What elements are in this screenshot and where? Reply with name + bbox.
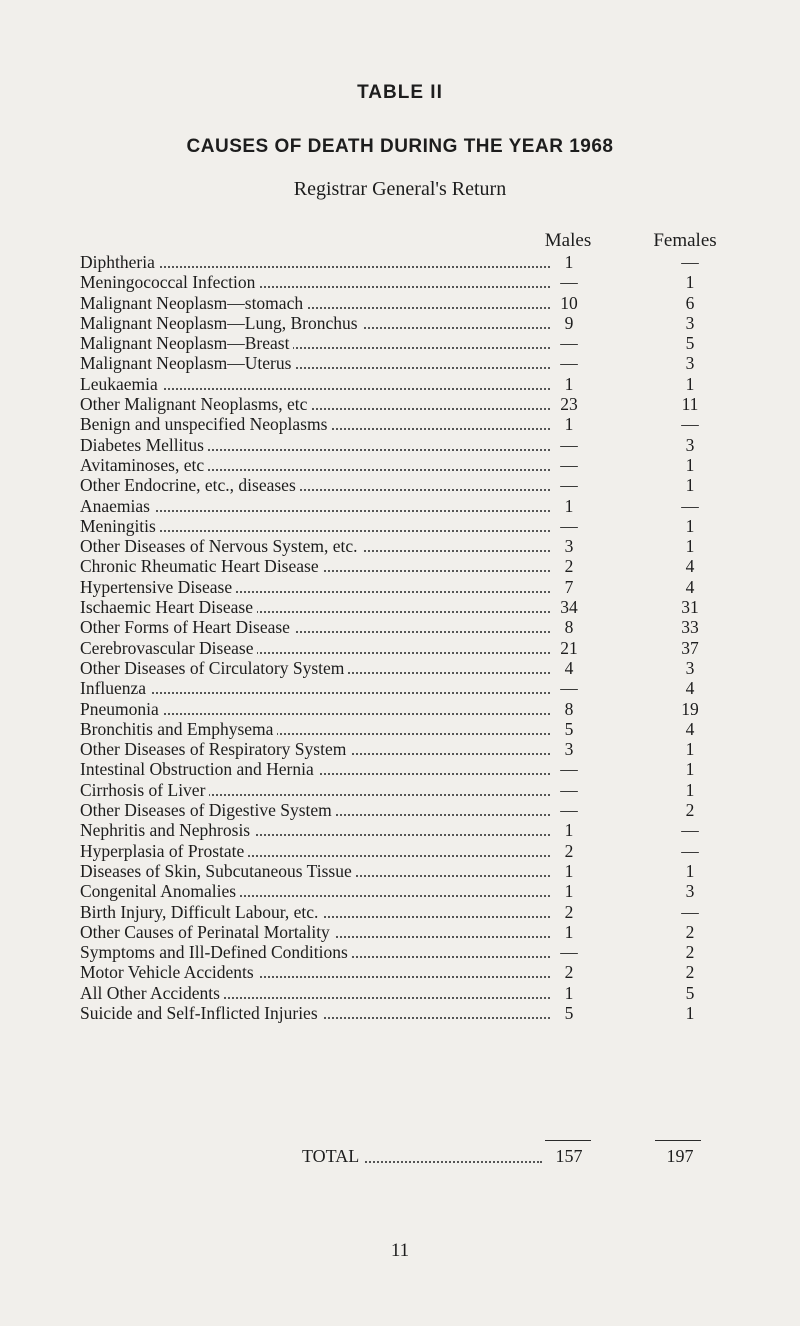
cause-cell — [80, 536, 550, 556]
males-count: — — [560, 454, 578, 475]
cause-cell — [80, 394, 550, 414]
table-row — [80, 902, 760, 922]
table-row — [80, 678, 760, 698]
cause-label: Malignant Neoplasm—Uterus — [80, 353, 295, 373]
cause-label: Chronic Rheumatic Heart Disease — [80, 556, 323, 576]
cause-cell — [80, 902, 550, 922]
females-count: 1 — [685, 373, 695, 394]
table-row — [80, 841, 760, 861]
cause-label: Ischaemic Heart Disease — [80, 597, 257, 617]
males-count: 23 — [560, 394, 578, 415]
cause-label: Other Diseases of Nervous System, etc. — [80, 536, 362, 556]
males-count: 1 — [564, 881, 574, 902]
causes-table — [80, 252, 760, 1023]
cause-cell — [80, 353, 550, 373]
females-total-rule — [655, 1140, 701, 1141]
females-count: — — [681, 495, 699, 516]
table-row — [80, 577, 760, 597]
cause-cell — [80, 942, 550, 962]
cause-cell — [80, 739, 550, 759]
table-row — [80, 516, 760, 536]
cause-cell — [80, 699, 550, 719]
cause-cell — [80, 455, 550, 475]
females-count: 4 — [685, 718, 695, 739]
total-females: 197 — [666, 1146, 694, 1166]
table-row — [80, 699, 760, 719]
cause-cell — [80, 374, 550, 394]
table-row — [80, 394, 760, 414]
females-count: 1 — [685, 779, 695, 800]
females-count: 3 — [685, 434, 695, 455]
table-row — [80, 272, 760, 292]
males-count: — — [560, 800, 578, 821]
cause-label: Other Endocrine, etc., diseases — [80, 475, 300, 495]
table-row — [80, 597, 760, 617]
cause-cell — [80, 922, 550, 942]
males-count: — — [560, 272, 578, 293]
table-row — [80, 983, 760, 1003]
females-count: 1 — [685, 536, 695, 557]
males-count: — — [560, 779, 578, 800]
cause-label: Diphtheria — [80, 252, 159, 272]
cause-cell — [80, 414, 550, 434]
males-count: — — [560, 333, 578, 354]
males-count: 1 — [564, 860, 574, 881]
males-count: 34 — [560, 597, 578, 618]
table-row — [80, 780, 760, 800]
table-row — [80, 353, 760, 373]
cause-label: Meningitis — [80, 516, 160, 536]
females-count: 11 — [681, 394, 699, 415]
females-column-header: Females — [653, 230, 717, 251]
cause-cell — [80, 820, 550, 840]
males-count: — — [560, 353, 578, 374]
males-count: 1 — [564, 820, 574, 841]
males-count: 4 — [564, 657, 574, 678]
males-count: 21 — [560, 637, 578, 658]
males-count: — — [560, 759, 578, 780]
cause-label: Influenza — [80, 678, 150, 698]
cause-cell — [80, 496, 550, 516]
cause-cell — [80, 516, 550, 536]
males-count: 5 — [564, 718, 574, 739]
females-count: 1 — [685, 1002, 695, 1023]
males-count: 1 — [564, 252, 574, 272]
table-row — [80, 861, 760, 881]
leader-dots — [80, 692, 550, 694]
cause-label: Meningococcal Infection — [80, 272, 259, 292]
females-count: — — [681, 840, 699, 861]
table-row — [80, 475, 760, 495]
males-count: 8 — [564, 617, 574, 638]
table-row — [80, 455, 760, 475]
females-count: 2 — [685, 962, 695, 983]
cause-cell — [80, 800, 550, 820]
males-count: 2 — [564, 840, 574, 861]
males-count: 5 — [564, 1002, 574, 1023]
females-count: 1 — [685, 860, 695, 881]
cause-label: Nephritis and Nephrosis — [80, 820, 254, 840]
cause-cell — [80, 556, 550, 576]
females-count: 1 — [685, 515, 695, 536]
cause-label: Malignant Neoplasm—Breast — [80, 333, 293, 353]
males-count: 1 — [564, 373, 574, 394]
table-row — [80, 333, 760, 353]
females-count: 1 — [685, 454, 695, 475]
females-count: 6 — [685, 292, 695, 313]
cause-label: Bronchitis and Emphysema — [80, 719, 277, 739]
females-count: 5 — [685, 333, 695, 354]
males-count: — — [560, 678, 578, 699]
cause-label: Avitaminoses, etc — [80, 455, 208, 475]
table-row — [80, 374, 760, 394]
females-count: — — [681, 820, 699, 841]
cause-label: Hypertensive Disease — [80, 577, 236, 597]
cause-cell — [80, 293, 550, 313]
cause-label: Birth Injury, Difficult Labour, etc. — [80, 902, 322, 922]
cause-cell — [80, 313, 550, 333]
table-row — [80, 800, 760, 820]
table-row — [80, 739, 760, 759]
table-row — [80, 556, 760, 576]
females-count: 2 — [685, 942, 695, 963]
table-row — [80, 759, 760, 779]
males-column-header: Males — [544, 230, 592, 251]
cause-label: Leukaemia — [80, 374, 162, 394]
females-count: 2 — [685, 800, 695, 821]
females-count: 4 — [685, 576, 695, 597]
males-count: 2 — [564, 962, 574, 983]
males-count: 1 — [564, 495, 574, 516]
females-count: 4 — [685, 556, 695, 577]
females-count: 1 — [685, 272, 695, 293]
table-row — [80, 922, 760, 942]
cause-label: Cirrhosis of Liver — [80, 780, 209, 800]
cause-label: Malignant Neoplasm—stomach — [80, 293, 307, 313]
table-row — [80, 536, 760, 556]
cause-label: Symptoms and Ill-Defined Conditions — [80, 942, 352, 962]
males-count: 2 — [564, 901, 574, 922]
cause-cell — [80, 1003, 550, 1023]
females-count: 3 — [685, 881, 695, 902]
cause-cell — [80, 617, 550, 637]
cause-cell — [80, 252, 550, 272]
table-row — [80, 881, 760, 901]
females-count: 3 — [685, 312, 695, 333]
females-count: 5 — [685, 982, 695, 1003]
males-count: 3 — [564, 536, 574, 557]
table-row — [80, 293, 760, 313]
table-row — [80, 435, 760, 455]
total-males: 157 — [555, 1146, 583, 1166]
total-row-label — [302, 1146, 542, 1167]
cause-label: Other Diseases of Digestive System — [80, 800, 336, 820]
cause-cell — [80, 577, 550, 597]
cause-label: Other Forms of Heart Disease — [80, 617, 294, 637]
males-count: 1 — [564, 982, 574, 1003]
cause-cell — [80, 780, 550, 800]
cause-label: Other Diseases of Respiratory System — [80, 739, 350, 759]
table-row — [80, 414, 760, 434]
males-count: — — [560, 515, 578, 536]
cause-label: Cerebrovascular Disease — [80, 638, 257, 658]
table-row — [80, 962, 760, 982]
cause-label: All Other Accidents — [80, 983, 224, 1003]
males-count: — — [560, 942, 578, 963]
page-subtitle: Registrar General's Return — [293, 178, 507, 200]
males-count: — — [560, 475, 578, 496]
cause-label: Other Causes of Perinatal Mortality — [80, 922, 334, 942]
cause-cell — [80, 983, 550, 1003]
males-count: 3 — [564, 739, 574, 760]
females-count: 31 — [681, 597, 699, 618]
females-count: 33 — [681, 617, 699, 638]
table-label: TABLE II — [357, 82, 443, 103]
cause-label: Anaemias — [80, 496, 154, 516]
table-row — [80, 617, 760, 637]
cause-cell — [80, 638, 550, 658]
table-row — [80, 313, 760, 333]
males-count: 1 — [564, 921, 574, 942]
cause-cell — [80, 719, 550, 739]
cause-cell — [80, 759, 550, 779]
cause-cell — [80, 841, 550, 861]
table-row — [80, 252, 760, 272]
cause-label: Intestinal Obstruction and Hernia — [80, 759, 318, 779]
cause-label: Other Diseases of Circulatory System — [80, 658, 348, 678]
females-count: — — [681, 414, 699, 435]
females-count: 1 — [685, 739, 695, 760]
cause-label: Malignant Neoplasm—Lung, Bronchus — [80, 313, 362, 333]
males-total-rule — [545, 1140, 591, 1141]
females-count: — — [681, 901, 699, 922]
table-row — [80, 820, 760, 840]
males-count: 1 — [564, 414, 574, 435]
table-row — [80, 658, 760, 678]
cause-label: Other Malignant Neoplasms, etc — [80, 394, 311, 414]
table-row — [80, 1003, 760, 1023]
females-count: 3 — [685, 657, 695, 678]
females-count: 1 — [685, 475, 695, 496]
cause-cell — [80, 881, 550, 901]
cause-cell — [80, 861, 550, 881]
cause-cell — [80, 597, 550, 617]
males-count: 10 — [560, 292, 578, 313]
total-label-text: TOTAL — [302, 1146, 363, 1166]
cause-label: Pneumonia — [80, 699, 163, 719]
females-count: 2 — [685, 921, 695, 942]
males-count: 8 — [564, 698, 574, 719]
females-count: 1 — [685, 759, 695, 780]
males-count: 2 — [564, 556, 574, 577]
females-count: 3 — [685, 353, 695, 374]
females-count: 37 — [681, 637, 699, 658]
cause-cell — [80, 333, 550, 353]
males-count: 7 — [564, 576, 574, 597]
cause-cell — [80, 475, 550, 495]
table-row — [80, 719, 760, 739]
females-count: — — [681, 252, 699, 272]
page-title: CAUSES OF DEATH DURING THE YEAR 1968 — [186, 136, 614, 157]
table-row — [80, 496, 760, 516]
cause-label: Benign and unspecified Neoplasms — [80, 414, 331, 434]
females-count: 19 — [681, 698, 699, 719]
males-count: — — [560, 434, 578, 455]
females-count: 4 — [685, 678, 695, 699]
page-number: 11 — [390, 1240, 410, 1261]
cause-label: Diabetes Mellitus — [80, 435, 208, 455]
males-count: 9 — [564, 312, 574, 333]
table-row — [80, 942, 760, 962]
cause-cell — [80, 435, 550, 455]
table-row — [80, 638, 760, 658]
cause-cell — [80, 272, 550, 292]
cause-cell — [80, 658, 550, 678]
cause-label: Suicide and Self-Inflicted Injuries — [80, 1003, 322, 1023]
cause-cell — [80, 678, 550, 698]
cause-label: Congenital Anomalies — [80, 881, 240, 901]
cause-label: Motor Vehicle Accidents — [80, 962, 258, 982]
cause-label: Hyperplasia of Prostate — [80, 841, 248, 861]
cause-cell — [80, 962, 550, 982]
cause-label: Diseases of Skin, Subcutaneous Tissue — [80, 861, 356, 881]
